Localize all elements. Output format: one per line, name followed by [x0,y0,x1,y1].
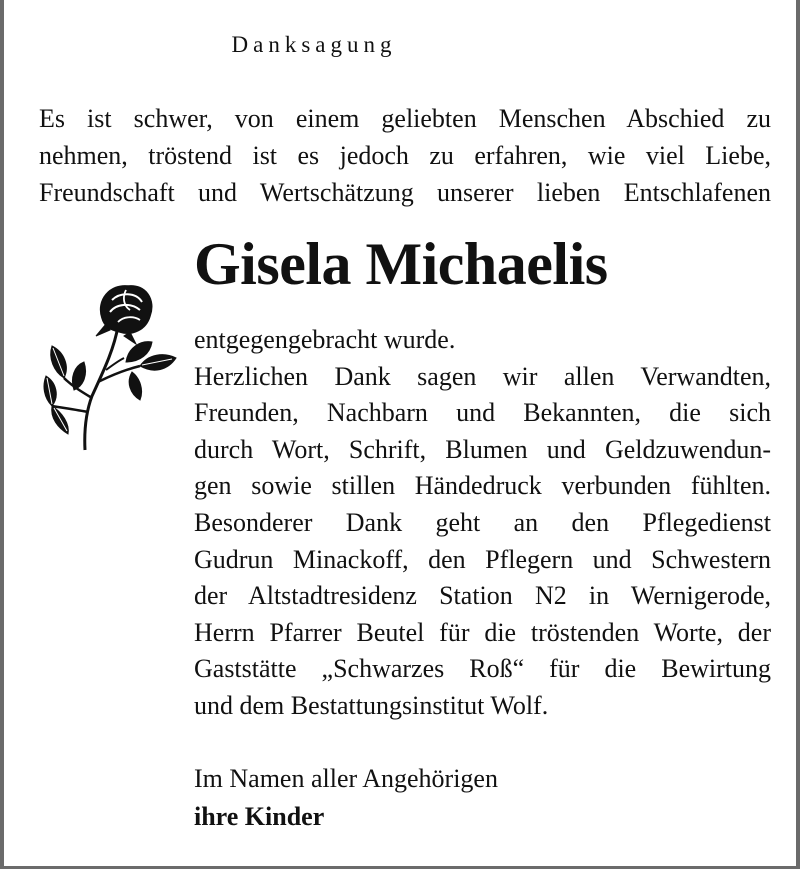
rose-icon [40,278,180,456]
body-line: entgegengebracht wurde. [194,325,456,354]
notice-heading: Danksagung [231,32,397,57]
body-line: der Altstadtresidenz Station N2 in Wernigerode, [194,581,771,611]
intro-line: Freundschaft und Wertschätzung unserer lieben Entschlafenen [39,178,771,207]
closing-line: Im Namen aller Angehörigen [194,764,498,793]
body-line: Herzlichen Dank sagen wir allen Verwandten, [194,361,771,391]
body-line: Gaststätte „Schwarzes Roß“ für die Bewirtung [194,654,771,684]
intro-line: nehmen, tröstend ist es jedoch zu erfahren, wie viel Liebe, [39,141,771,170]
closing-block [194,760,498,836]
body-line: Besonderer Dank geht an den Pflegedienst [194,507,771,537]
body-line: durch Wort, Schrift, Blumen und Geldzuwendun- [194,434,771,464]
body-line: Gudrun Minackoff, den Pflegern und Schwestern [194,544,771,574]
body-paragraph [194,322,771,725]
body-line: Herrn Pfarrer Beutel für die tröstenden Worte, der [194,617,771,647]
body-line: Freunden, Nachbarn und Bekannten, die sich [194,398,771,428]
intro-paragraph [39,100,771,211]
body-line: und dem Bestattungsinstitut Wolf. [194,690,549,720]
intro-line: Es ist schwer, von einem geliebten Menschen Abschied zu [39,104,771,133]
body-line: gen sowie stillen Händedruck verbunden fühlten. [194,471,771,501]
signature: ihre Kinder [194,802,325,831]
deceased-name: Gisela Michaelis [194,231,608,297]
